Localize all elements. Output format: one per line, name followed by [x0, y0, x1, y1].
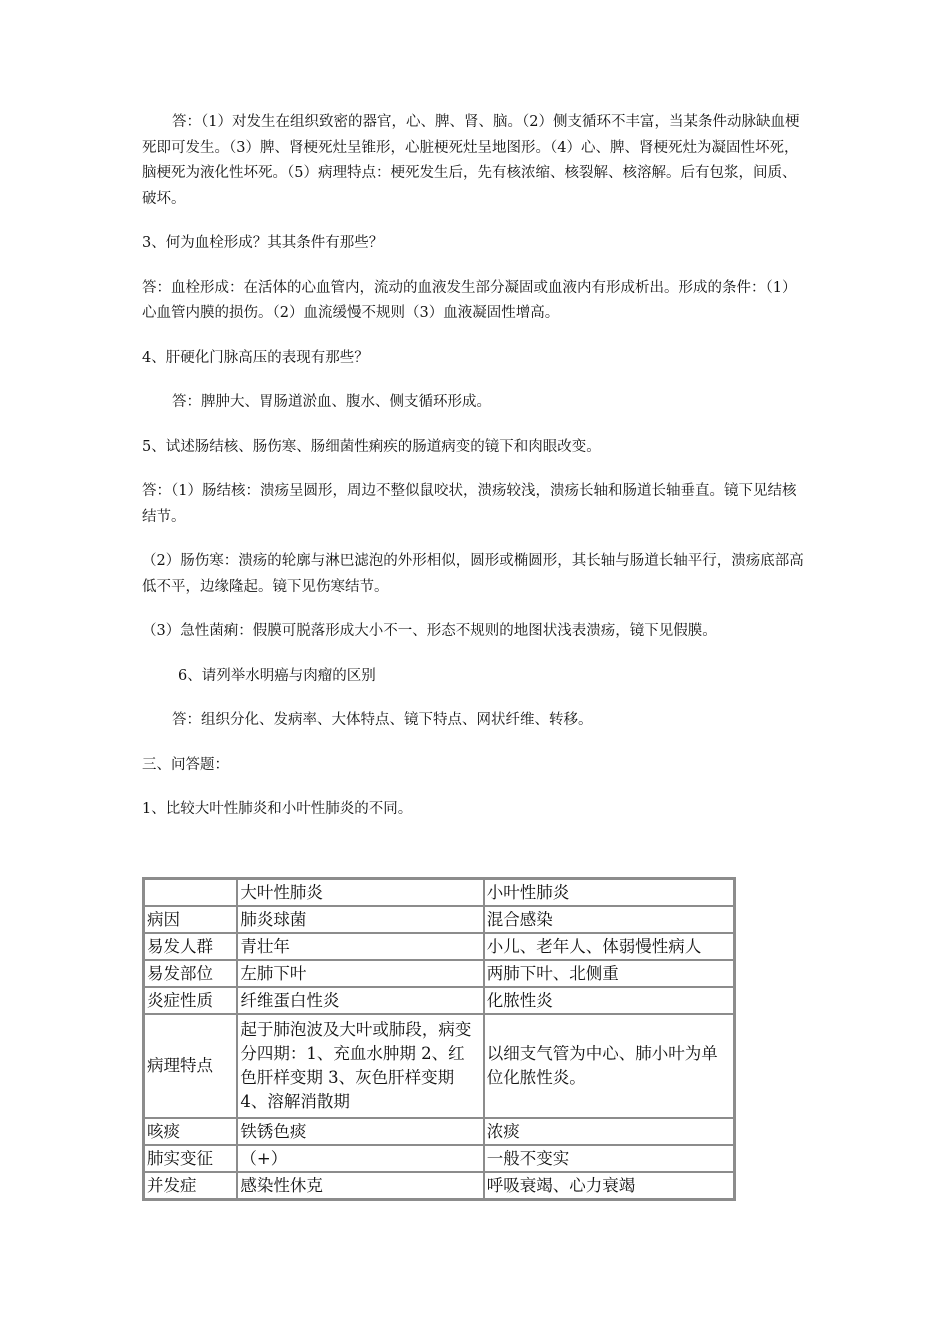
table-row	[144, 906, 734, 933]
answer-5-part-1: 答：（1）肠结核：溃疡呈圆形，周边不整似鼠咬状，溃疡较浅，溃疡长轴和肠道长轴垂直。镜下见结核结节。	[142, 483, 797, 525]
table-cell: 一般不变实	[484, 1145, 734, 1172]
question-5: 5、试述肠结核、肠伤寒、肠细菌性痢疾的肠道病变的镜下和肉眼改变。	[142, 438, 601, 455]
row-label: 肺实变征	[144, 1145, 237, 1172]
table-cell: 铁锈色痰	[237, 1118, 483, 1145]
question-3-1: 1、比较大叶性肺炎和小叶性肺炎的不同。	[142, 801, 413, 817]
table-cell: （+）	[237, 1145, 483, 1172]
table-cell: 青壮年	[237, 933, 483, 960]
row-label: 易发人群	[144, 933, 237, 960]
question-6: 6、请列举水明癌与肉瘤的区别	[178, 667, 376, 684]
pneumonia-comparison-table	[142, 877, 736, 1201]
table-row	[144, 933, 734, 960]
table-row	[144, 1172, 734, 1199]
answer-4: 答：脾肿大、胃肠道淤血、腹水、侧支循环形成。	[172, 394, 491, 410]
table-cell: 左肺下叶	[237, 960, 483, 987]
table-row	[144, 987, 734, 1014]
table-cell: 起于肺泡波及大叶或肺段，病变分四期：1、充血水肿期 2、红色肝样变期 3、灰色肝样变期 4、溶解消散期	[237, 1014, 483, 1118]
table-cell: 化脓性炎	[484, 987, 734, 1014]
question-3: 3、何为血栓形成？其其条件有那些？	[142, 235, 384, 251]
question-4: 4、肝硬化门脉高压的表现有那些？	[142, 349, 369, 366]
table-cell: 纤维蛋白性炎	[237, 987, 483, 1014]
answer-2: 答：（1）对发生在组织致密的器官，心、脾、肾、脑。（2）侧支循环不丰富，当某条件动脉缺血梗死即可发生。（3）脾、肾梗死灶呈锥形，心脏梗死灶呈地图形。（4）心、脾、肾梗死灶为凝固性坏死，脑梗死为液化性坏死。（5）病理特点：梗死发生后，先有核浓缩、核裂解、核溶解。后有包浆，间质、破坏。	[142, 114, 800, 207]
table-cell: 混合感染	[484, 906, 734, 933]
section-heading: 三、问答题：	[142, 756, 229, 773]
header-cell: 小叶性肺炎	[484, 879, 734, 906]
table-row	[144, 1118, 734, 1145]
table-cell: 两肺下叶、北侧重	[484, 960, 734, 987]
table-row	[144, 960, 734, 987]
header-cell: 大叶性肺炎	[237, 879, 483, 906]
table-row	[144, 1014, 734, 1118]
answer-5-part-2: （2）肠伤寒：溃疡的轮廓与淋巴滤泡的外形相似，圆形或椭圆形，其长轴与肠道长轴平行，溃疡底部高低不平，边缘隆起。镜下见伤寒结节。	[142, 553, 804, 595]
table-header-row	[144, 879, 734, 906]
row-label: 病理特点	[144, 1014, 237, 1118]
table-cell: 小儿、老年人、体弱慢性病人	[484, 933, 734, 960]
table-row	[144, 1145, 734, 1172]
table-cell: 以细支气管为中心、肺小叶为单位化脓性炎。	[484, 1014, 734, 1118]
row-label: 咳痰	[144, 1118, 237, 1145]
table-cell: 感染性休克	[237, 1172, 483, 1199]
document-body	[142, 110, 810, 823]
table-cell: 肺炎球菌	[237, 906, 483, 933]
answer-3: 答：血栓形成：在活体的心血管内，流动的血液发生部分凝固或血液内有形成析出。形成的条件：（1）心血管内膜的损伤。（2）血流缓慢不规则（3）血液凝固性增高。	[142, 279, 797, 321]
answer-6: 答：组织分化、发病率、大体特点、镜下特点、网状纤维、转移。	[172, 712, 593, 728]
table-cell: 呼吸衰竭、心力衰竭	[484, 1172, 734, 1199]
answer-5-part-3: （3）急性菌痢：假膜可脱落形成大小不一、形态不规则的地图状浅表溃疡，镜下见假膜。	[142, 623, 717, 639]
row-label: 并发症	[144, 1172, 237, 1199]
table-cell: 浓痰	[484, 1118, 734, 1145]
row-label: 炎症性质	[144, 987, 237, 1014]
row-label: 易发部位	[144, 960, 237, 987]
row-label: 病因	[144, 906, 237, 933]
header-cell	[144, 879, 237, 906]
